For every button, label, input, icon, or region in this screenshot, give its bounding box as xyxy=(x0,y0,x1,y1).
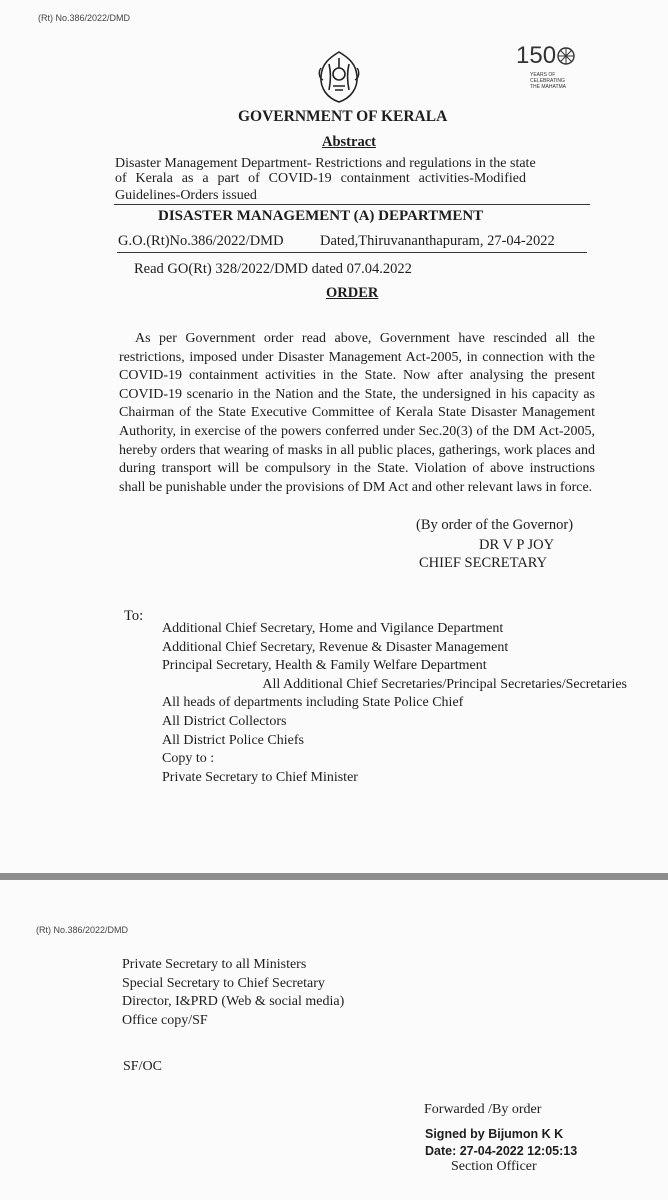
signatory-name: DR V P JOY xyxy=(479,537,555,553)
anniversary-caption-line: THE MAHATMA xyxy=(530,84,567,90)
department-title: DISASTER MANAGEMENT (A) DEPARTMENT xyxy=(158,208,484,224)
document-page-2 xyxy=(0,880,668,1200)
abstract-line: Disaster Management Department- Restrictions and regulations in the state xyxy=(115,156,536,171)
recipient-item: All heads of departments including State Police Chief xyxy=(162,695,464,711)
abstract-line: Guidelines-Orders issued xyxy=(115,188,257,203)
anniversary-caption-line: YEARS OF xyxy=(530,72,556,78)
sf-oc-label: SF/OC xyxy=(123,1059,162,1074)
anniversary-caption xyxy=(530,72,566,90)
abstract-line: of Kerala as a part of COVID-19 containment activities-Modified xyxy=(115,171,526,186)
recipient-item: All Additional Chief Secretaries/Principal Secretaries/Secretaries xyxy=(262,676,627,692)
go-number: G.O.(Rt)No.386/2022/DMD xyxy=(118,233,284,249)
order-heading: ORDER xyxy=(326,285,379,301)
recipient-item: All District Collectors xyxy=(162,713,287,729)
recipient-item: Private Secretary to Chief Minister xyxy=(162,769,358,785)
recipient-item: Additional Chief Secretary, Home and Vigilance Department xyxy=(162,621,504,636)
signed-by: Signed by Bijumon K K xyxy=(425,1127,564,1141)
recipient-list xyxy=(122,956,344,1030)
abstract-divider xyxy=(114,204,590,205)
recipient-item: Office copy/SF xyxy=(122,1012,208,1028)
recipient-item: All District Police Chiefs xyxy=(162,732,304,748)
anniversary-number: 150 xyxy=(516,42,557,69)
section-officer: Section Officer xyxy=(451,1159,537,1174)
header-reference: (Rt) No.386/2022/DMD xyxy=(38,13,131,23)
recipient-item: Private Secretary to all Ministers xyxy=(122,957,307,972)
government-title: GOVERNMENT OF KERALA xyxy=(238,108,448,125)
recipient-item: Special Secretary to Chief Secretary xyxy=(122,975,325,991)
to-label: To: xyxy=(124,608,144,624)
anniversary-caption-line: CELEBRATING xyxy=(530,78,565,84)
signatory-title: CHIEF SECRETARY xyxy=(419,555,548,571)
forwarded-line: Forwarded /By order xyxy=(424,1102,542,1117)
by-order-line: (By order of the Governor) xyxy=(416,517,574,533)
kerala-emblem-icon xyxy=(317,50,361,104)
abstract-label: Abstract xyxy=(322,134,376,150)
header-reference: (Rt) No.386/2022/DMD xyxy=(36,925,129,935)
read-reference: Read GO(Rt) 328/2022/DMD dated 07.04.2022 xyxy=(134,261,412,277)
signed-date: Date: 27-04-2022 12:05:13 xyxy=(425,1144,578,1158)
recipient-list xyxy=(162,620,627,787)
order-body: As per Government order read above, Government have rescinded all the restrictions, imposed under Disaster Management Act-2005, in connection with the COVID-19 containment activities in the State. Now after analysing the present COVID-19 scenario in the Nation and the State, the undersigned in his capacity as Chairman of the State Executive Committee of Kerala State Disaster Management Authority, in exercise of the powers conferred under Sec.20(3) of the DM Act-2005, hereby orders that wearing of masks in all public places, gatherings, work places and during transport will be compulsory in the State. Violation of above instructions shall be punishable under the provisions of DM Act and other relevant laws in force. xyxy=(119,331,595,495)
copy-to-label: Copy to : xyxy=(162,751,215,767)
anniversary-logo xyxy=(516,42,586,92)
recipient-item: Additional Chief Secretary, Revenue & Disaster Management xyxy=(162,639,509,655)
charkha-wheel-icon xyxy=(556,46,576,66)
recipient-item: Principal Secretary, Health & Family Welfare Department xyxy=(162,658,487,674)
go-divider xyxy=(117,252,587,253)
recipient-item: Director, I&PRD (Web & social media) xyxy=(122,994,345,1010)
order-date: Dated,Thiruvananthapuram, 27-04-2022 xyxy=(320,233,555,249)
